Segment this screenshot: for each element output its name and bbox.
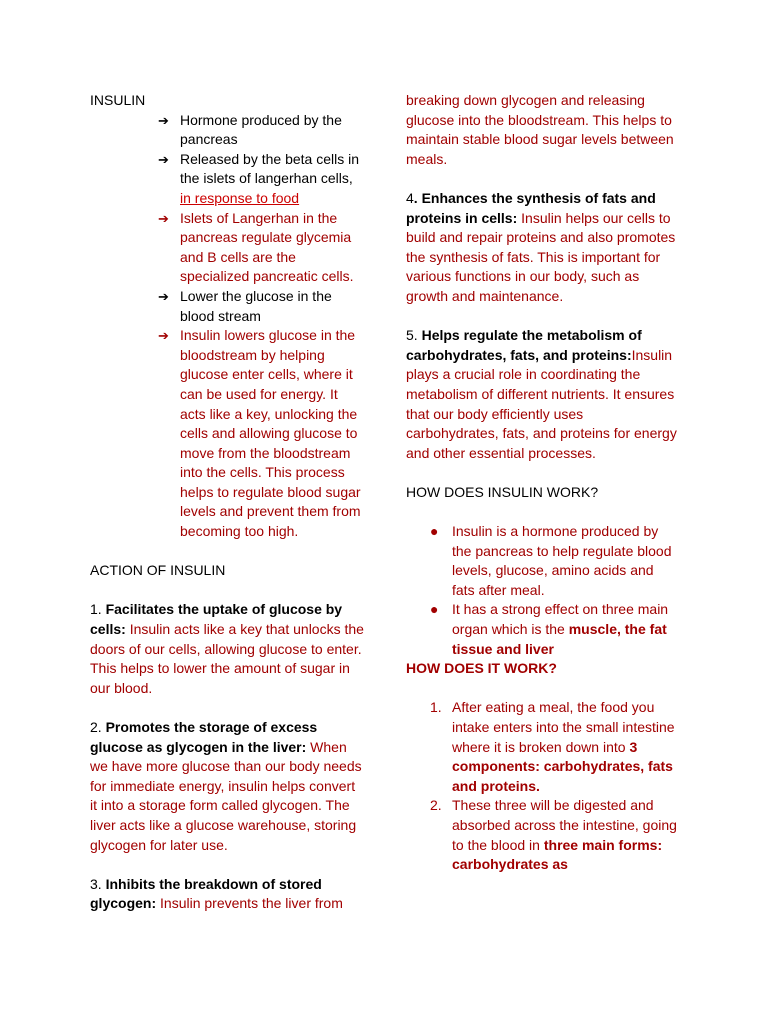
left-column: [90, 91, 365, 914]
how-heading: HOW DOES INSULIN WORK?: [406, 483, 599, 500]
list-item: [430, 796, 678, 874]
action-number: 1.: [90, 601, 106, 618]
action-paragraph: [90, 600, 365, 698]
action-paragraph: [406, 189, 678, 307]
action-body: Insulin helps our cells to build and repair proteins and also promotes the synthesis of fats. This is important for various functions in our body, such as growth and maintenance.: [406, 209, 676, 304]
list-item-text: Islets of Langerhan in the pancreas regulate glycemia and B cells are the specialized pancreatic cells.: [180, 209, 354, 285]
action-number: 5.: [406, 327, 422, 344]
list-item: [158, 150, 365, 209]
arrow-right-icon: ➔: [158, 328, 169, 344]
list-item: [158, 209, 365, 287]
page-title: INSULIN: [90, 92, 146, 108]
list-item: [158, 287, 365, 326]
arrow-right-icon: ➔: [158, 288, 169, 304]
action-title: Helps regulate the metabolism of carbohydrates, fats, and proteins:: [406, 327, 642, 363]
list-item: [158, 326, 365, 542]
how-it-works-heading: HOW DOES IT WORK?: [406, 660, 557, 677]
right-column: [406, 91, 678, 875]
list-item-text: Insulin lowers glucose in the bloodstream by helping glucose enter cells, where it can be used for energy. It acts like a key, unlocking the cells and allowing glucose to move from the bloodstream into the cells. This process helps to regulate blood sugar levels and prevent them from becoming too high.: [180, 327, 361, 540]
arrow-right-icon: ➔: [158, 151, 169, 167]
action-body: When we have more glucose than our body needs for immediate energy, insulin helps convert it into a storage form called glycogen. The liver acts like a glucose warehouse, storing glycogen for later use.: [90, 738, 362, 853]
action-body: Insulin prevents the liver from: [156, 895, 343, 912]
continuation-paragraph: breaking down glycogen and releasing glucose into the bloodstream. This helps to maintain stable blood sugar levels between meals.: [406, 92, 674, 167]
list-item: [430, 698, 678, 796]
arrow-right-icon: ➔: [158, 112, 169, 128]
action-title: Promotes the storage of excess glucose as glycogen in the liver:: [90, 719, 318, 755]
list-item-text: It has a strong effect on three main organ which is the: [452, 601, 669, 638]
how-steps-list: [406, 698, 678, 874]
insulin-facts-list: [90, 111, 365, 542]
list-item-bold: muscle, the fat tissue and liver: [452, 621, 667, 657]
list-item-bold: 3 components: carbohydrates, fats and proteins.: [452, 738, 673, 794]
action-heading: ACTION OF INSULIN: [90, 562, 226, 579]
list-item-text: Hormone produced by the pancreas: [180, 111, 342, 148]
action-body: Insulin acts like a key that unlocks the doors of our cells, allowing glucose to enter. This helps to lower the amount of sugar in our blood.: [90, 621, 364, 696]
list-item-text: After eating a meal, the food you intake enters into the small intestine where it is broken down into: [452, 699, 675, 755]
response-to-food-link[interactable]: in response to food: [180, 189, 300, 206]
step-number: 1.: [430, 699, 442, 716]
action-paragraph: [90, 875, 365, 914]
step-number: 2.: [430, 797, 442, 814]
action-number: 4: [406, 189, 414, 206]
list-item: [430, 600, 678, 659]
action-number: 2.: [90, 719, 106, 735]
list-item-text: Released by the beta cells in the islets of langerhan cells,: [180, 150, 359, 187]
list-item-text: Lower the glucose in the blood stream: [180, 287, 332, 324]
list-item-bold: three main forms: carbohydrates as: [452, 836, 663, 873]
bullet-icon: ●: [430, 601, 439, 618]
action-title: Facilitates the uptake of glucose by cells:: [90, 601, 343, 638]
action-title: . Enhances the synthesis of fats and proteins in cells:: [406, 189, 656, 226]
list-item: [430, 522, 678, 600]
bullet-icon: ●: [430, 523, 439, 540]
action-body: Insulin plays a crucial role in coordinating the metabolism of different nutrients. It ensures that our body efficiently uses carbohydrates, fats, and proteins for energy and other essential processes.: [406, 346, 677, 461]
list-item: [158, 111, 365, 150]
how-bullet-list: [406, 522, 678, 659]
list-item-text: Insulin is a hormone produced by the pancreas to help regulate blood levels, glucose, amino acids and fats after meal.: [452, 523, 672, 598]
list-item-text: These three will be digested and absorbed across the intestine, going to the blood in: [452, 797, 677, 853]
action-paragraph: [90, 718, 365, 855]
action-number: 3.: [90, 875, 106, 892]
arrow-right-icon: ➔: [158, 210, 169, 226]
action-title: Inhibits the breakdown of stored glycogen:: [90, 875, 322, 912]
action-paragraph: [406, 326, 678, 463]
